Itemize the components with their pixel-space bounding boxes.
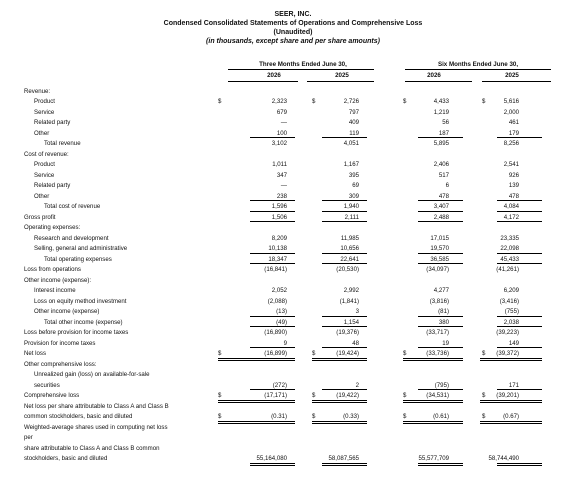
row-value: 478	[508, 192, 519, 200]
table-row	[0, 349, 586, 358]
row-label: Weighted-average shares used in computing net loss	[24, 423, 168, 431]
row-value: 119	[349, 129, 359, 137]
row-value: (81)	[438, 308, 449, 316]
three-months-rule	[228, 69, 374, 70]
currency-symbol: $	[312, 392, 316, 400]
row-label: Loss from operations	[24, 266, 81, 274]
currency-symbol: $	[312, 98, 316, 106]
row-value: 4,277	[433, 287, 449, 295]
row-label: stockholders, basic and diluted	[24, 455, 108, 462]
currency-symbol: $	[218, 392, 222, 400]
year-header: 2025	[335, 72, 349, 79]
year-rule	[482, 81, 551, 82]
subtotal-rule	[497, 347, 542, 348]
table-row	[0, 171, 586, 180]
currency-symbol: $	[312, 413, 316, 421]
subtotal-rule	[322, 200, 367, 201]
row-value: 19	[442, 339, 449, 347]
row-label: securities	[34, 381, 60, 389]
subtotal-rule	[322, 253, 367, 254]
currency-symbol: $	[218, 98, 222, 106]
row-label: Provision for income taxes	[24, 339, 96, 347]
row-value: 4,172	[503, 213, 519, 221]
row-value: (41,261)	[496, 266, 519, 274]
row-value: (2,088)	[267, 297, 287, 305]
row-label: Total cost of revenue	[44, 203, 101, 211]
subtotal-rule	[322, 347, 367, 348]
table-row	[0, 213, 586, 222]
row-label: Product	[34, 161, 56, 169]
row-value: 22,098	[500, 245, 519, 253]
row-label: Unrealized gain (loss) on available-for-sale	[34, 371, 150, 379]
table-row	[0, 255, 586, 264]
table-row	[0, 202, 586, 211]
row-value: 2	[355, 381, 359, 389]
row-value: 18,347	[268, 255, 287, 263]
total-double-rule	[497, 463, 542, 467]
row-value: (795)	[434, 381, 449, 389]
table-row	[0, 297, 586, 306]
row-value: 10,138	[268, 245, 287, 253]
table-row	[0, 381, 586, 390]
row-value: (17,171)	[264, 392, 287, 400]
subtotal-rule	[250, 389, 295, 390]
row-label: Interest income	[34, 287, 76, 295]
row-label: Product	[34, 98, 56, 106]
row-value: (0.31)	[271, 413, 287, 421]
row-label: Comprehensive loss	[24, 392, 80, 400]
year-rule	[228, 81, 298, 82]
table-row	[0, 244, 586, 253]
three-months-header: Three Months Ended June 30,	[259, 61, 347, 68]
table-row	[0, 423, 586, 432]
row-value: (39,372)	[496, 350, 519, 358]
subtotal-rule	[497, 389, 542, 390]
row-value: 58,087,565	[328, 455, 359, 462]
table-row	[0, 150, 586, 159]
subtotal-rule	[322, 316, 367, 317]
subtotal-rule	[250, 200, 295, 201]
subtotal-rule	[250, 316, 295, 317]
row-value: (16,841)	[264, 266, 287, 274]
row-value: 347	[276, 171, 287, 179]
subtotal-rule	[497, 137, 542, 138]
row-value: (19,424)	[336, 350, 359, 358]
row-value: 19,570	[430, 245, 449, 253]
row-value: 2,038	[503, 318, 519, 326]
row-value: (49)	[276, 318, 287, 326]
subtotal-rule	[418, 253, 463, 254]
row-value: 9	[283, 339, 287, 347]
row-label: Total operating expenses	[44, 255, 112, 263]
row-value: (272)	[272, 381, 287, 389]
row-value: (3,416)	[499, 297, 519, 305]
subtotal-rule	[497, 263, 542, 264]
subtotal-rule	[250, 347, 295, 348]
row-label: Other income (expense):	[24, 276, 92, 284]
row-value: (1,841)	[339, 297, 359, 305]
row-value: 149	[508, 339, 519, 347]
row-value: 45,433	[500, 255, 519, 263]
six-months-header: Six Months Ended June 30,	[437, 61, 519, 68]
subtotal-rule	[322, 263, 367, 264]
subtotal-rule	[418, 221, 463, 222]
row-value: 2,992	[343, 287, 359, 295]
row-value: 2,541	[503, 161, 519, 169]
row-value: 10,656	[340, 245, 359, 253]
subtotal-rule	[497, 221, 542, 222]
row-value: (33,736)	[426, 350, 449, 358]
row-value: 5,895	[433, 140, 449, 148]
table-row	[0, 454, 586, 463]
row-value: (0.67)	[503, 413, 519, 421]
currency-symbol: $	[482, 392, 486, 400]
row-value: (39,201)	[496, 392, 519, 400]
row-label: Net loss per share attributable to Class A and Class B	[24, 402, 169, 410]
row-value: (16,899)	[264, 350, 287, 358]
currency-symbol: $	[482, 98, 486, 106]
row-label: per	[24, 434, 33, 442]
row-label: Net loss	[24, 350, 47, 358]
subtotal-rule	[250, 253, 295, 254]
row-label: Other	[34, 129, 50, 137]
year-rule	[307, 81, 374, 82]
row-value: (3,816)	[429, 297, 449, 305]
row-value: 409	[348, 119, 359, 127]
row-value: 36,585	[430, 255, 449, 263]
total-double-rule	[322, 463, 367, 467]
currency-symbol: $	[312, 350, 316, 358]
row-label: Related party	[34, 119, 71, 127]
table-row	[0, 444, 586, 453]
row-value: 48	[352, 339, 359, 347]
row-value: 56	[442, 119, 449, 127]
row-value: (20,530)	[336, 266, 359, 274]
row-label: Loss before provision for income taxes	[24, 329, 129, 337]
row-value: 11,985	[340, 234, 359, 242]
row-value: 2,488	[433, 213, 449, 221]
table-row	[0, 118, 586, 127]
row-value: (755)	[504, 308, 519, 316]
subtotal-rule	[322, 221, 367, 222]
subtotal-rule	[250, 326, 295, 327]
row-value: 55,577,709	[418, 455, 449, 462]
row-value: 461	[508, 119, 519, 127]
table-row	[0, 318, 586, 327]
row-label: common stockholders, basic and diluted	[24, 413, 133, 421]
row-label: Other income (expense)	[34, 308, 100, 316]
row-value: —	[280, 182, 287, 190]
row-value: 2,111	[344, 213, 359, 221]
row-value: 517	[438, 171, 449, 179]
row-value: 6	[445, 182, 449, 190]
statement-title: Condensed Consolidated Statements of Operations and Comprehensive Loss	[163, 20, 423, 27]
row-label: Cost of revenue:	[24, 150, 69, 158]
table-row	[0, 265, 586, 274]
row-value: 679	[276, 108, 287, 116]
subtotal-rule	[497, 211, 542, 212]
total-double-rule	[418, 463, 463, 467]
subtotal-rule	[418, 316, 463, 317]
row-value: 179	[508, 129, 519, 137]
row-value: 5,616	[503, 98, 519, 106]
row-label: Total other income (expense)	[44, 318, 123, 326]
row-value: 1,506	[271, 213, 287, 221]
subtotal-rule	[418, 347, 463, 348]
row-value: 1,940	[343, 203, 359, 211]
table-row	[0, 129, 586, 138]
table-row	[0, 160, 586, 169]
row-value: 478	[438, 192, 449, 200]
table-row	[0, 192, 586, 201]
row-value: 4,051	[343, 140, 359, 148]
row-value: 2,726	[343, 98, 359, 106]
row-value: 3	[355, 308, 359, 316]
row-label: Other	[34, 192, 50, 200]
row-value: 4,433	[433, 98, 449, 106]
subtotal-rule	[418, 263, 463, 264]
row-value: 17,015	[430, 234, 449, 242]
row-value: 3,407	[433, 203, 449, 211]
subtotal-rule	[497, 200, 542, 201]
row-value: 55,164,080	[256, 455, 287, 462]
row-value: 4,084	[503, 203, 519, 211]
row-value: (19,422)	[336, 392, 359, 400]
row-value: (13)	[276, 308, 287, 316]
table-row	[0, 412, 586, 421]
table-row	[0, 181, 586, 190]
currency-symbol: $	[482, 413, 486, 421]
row-label: share attributable to Class A and Class B common	[24, 444, 160, 452]
table-row	[0, 234, 586, 243]
row-value: 6,209	[503, 287, 519, 295]
row-value: 139	[508, 182, 519, 190]
row-value: 238	[276, 192, 287, 200]
year-header: 2026	[427, 72, 441, 79]
row-value: 2,000	[503, 108, 519, 116]
currency-symbol: $	[403, 350, 407, 358]
table-row	[0, 97, 586, 106]
table-row	[0, 108, 586, 117]
row-label: Revenue:	[24, 88, 51, 95]
row-value: 58,744,490	[488, 455, 519, 462]
table-row	[0, 433, 586, 442]
row-label: Service	[34, 171, 55, 179]
subtotal-rule	[250, 263, 295, 264]
row-value: 2,052	[271, 287, 287, 295]
subtotal-rule	[250, 221, 295, 222]
row-value: (16,890)	[264, 329, 287, 337]
currency-symbol: $	[218, 413, 222, 421]
row-value: 797	[348, 108, 359, 116]
subtotal-rule	[497, 316, 542, 317]
table-row	[0, 339, 586, 348]
row-label: Gross profit	[24, 213, 56, 221]
currency-symbol: $	[403, 392, 407, 400]
row-value: (39,223)	[496, 329, 519, 337]
year-header: 2025	[505, 72, 519, 79]
subtotal-rule	[418, 211, 463, 212]
row-value: 100	[276, 129, 287, 137]
subtotal-rule	[322, 137, 367, 138]
row-label: Research and development	[34, 234, 109, 242]
subtotal-rule	[322, 326, 367, 327]
table-row	[0, 87, 586, 96]
subtotal-rule	[322, 389, 367, 390]
row-value: 187	[438, 129, 449, 137]
subtotal-rule	[418, 137, 463, 138]
row-value: 380	[438, 318, 449, 326]
currency-symbol: $	[403, 98, 407, 106]
table-row	[0, 223, 586, 232]
table-row	[0, 286, 586, 295]
currency-symbol: $	[482, 350, 486, 358]
subtotal-rule	[250, 211, 295, 212]
company-name: SEER, INC.	[274, 11, 312, 18]
row-label: Other comprehensive loss:	[24, 360, 97, 368]
row-value: (34,531)	[426, 392, 449, 400]
currency-symbol: $	[218, 350, 222, 358]
row-value: 2,406	[433, 161, 449, 169]
row-value: (0.33)	[343, 413, 359, 421]
subtotal-rule	[418, 200, 463, 201]
row-value: 3,102	[271, 140, 287, 148]
row-value: 309	[348, 192, 359, 200]
row-label: Total revenue	[44, 140, 81, 148]
row-value: 1,167	[343, 161, 359, 169]
row-value: 1,154	[343, 318, 359, 326]
row-value: (19,376)	[336, 329, 359, 337]
row-value: 1,011	[272, 161, 287, 169]
table-row	[0, 276, 586, 285]
table-row	[0, 402, 586, 411]
row-value: —	[280, 119, 287, 127]
row-value: 926	[508, 171, 519, 179]
table-row	[0, 139, 586, 148]
year-rule	[405, 81, 472, 82]
table-row	[0, 307, 586, 316]
table-row	[0, 391, 586, 400]
six-months-rule	[405, 69, 551, 70]
subtotal-rule	[418, 326, 463, 327]
table-row	[0, 360, 586, 369]
row-value: 69	[352, 182, 359, 190]
row-label: Selling, general and administrative	[34, 245, 128, 253]
statement-note: (in thousands, except share and per share amounts)	[206, 38, 380, 45]
statement-subtitle: (Unaudited)	[273, 29, 313, 36]
subtotal-rule	[497, 326, 542, 327]
subtotal-rule	[250, 137, 295, 138]
row-value: 8,209	[271, 234, 287, 242]
row-value: (34,097)	[426, 266, 449, 274]
row-value: 22,641	[340, 255, 359, 263]
row-value: 23,335	[500, 234, 519, 242]
row-value: 171	[508, 381, 519, 389]
total-double-rule	[250, 463, 295, 467]
row-label: Service	[34, 108, 55, 116]
table-row	[0, 328, 586, 337]
table-row	[0, 370, 586, 379]
currency-symbol: $	[403, 413, 407, 421]
row-label: Operating expenses:	[24, 224, 81, 232]
row-value: 8,256	[503, 140, 519, 148]
row-value: 1,219	[433, 108, 449, 116]
row-value: 1,596	[271, 203, 287, 211]
row-value: (33,717)	[426, 329, 449, 337]
subtotal-rule	[418, 389, 463, 390]
row-value: 2,323	[271, 98, 287, 106]
row-label: Loss on equity method investment	[34, 297, 127, 305]
row-label: Related party	[34, 182, 71, 190]
year-header: 2026	[267, 72, 281, 79]
subtotal-rule	[497, 253, 542, 254]
subtotal-rule	[322, 211, 367, 212]
row-value: 395	[348, 171, 359, 179]
row-value: (0.61)	[433, 413, 449, 421]
